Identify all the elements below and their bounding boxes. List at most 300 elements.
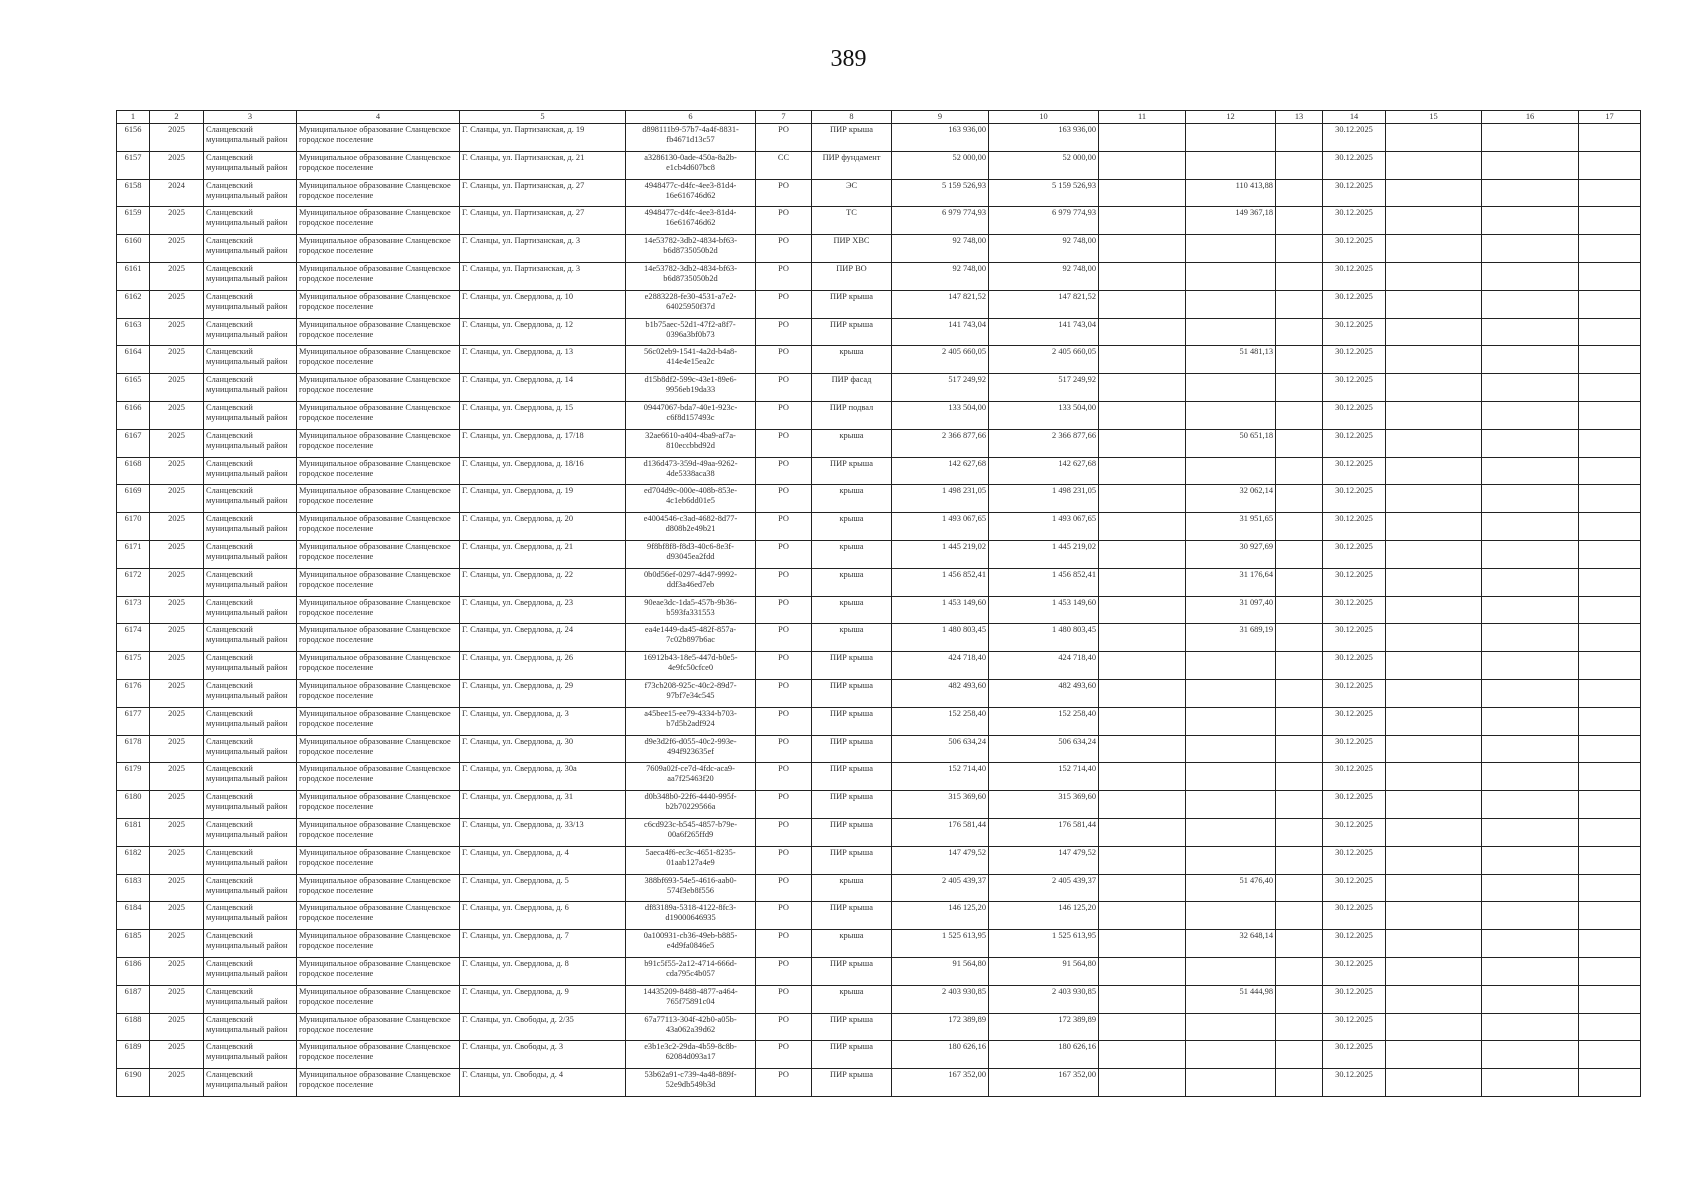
table-cell-col-3: Сланцевский муниципальный район xyxy=(204,346,297,374)
column-number-13: 13 xyxy=(1276,111,1323,124)
table-row xyxy=(117,1041,1641,1069)
table-cell-col-12 xyxy=(1186,679,1276,707)
table-cell-col-6: e2883228-fe30-4531-a7e2-64025950f37d xyxy=(626,290,756,318)
column-number-2: 2 xyxy=(150,111,204,124)
table-cell-col-2: 2025 xyxy=(150,485,204,513)
table-cell-col-6: ea4e1449-da45-482f-857a-7c02b897b6ac xyxy=(626,624,756,652)
table-cell-col-8: ПИР крыша xyxy=(812,763,892,791)
table-cell-col-17 xyxy=(1579,235,1641,263)
table-row xyxy=(117,985,1641,1013)
table-cell-col-8: крыша xyxy=(812,624,892,652)
table-cell-col-6: d0b348b0-22f6-4440-995f-b2b70229566a xyxy=(626,791,756,819)
table-cell-col-10: 147 821,52 xyxy=(989,290,1099,318)
table-cell-col-11 xyxy=(1099,818,1186,846)
table-row xyxy=(117,235,1641,263)
table-cell-col-1: 6176 xyxy=(117,679,150,707)
table-cell-col-4: Муниципальное образование Сланцевское городское поселение xyxy=(297,735,460,763)
table-cell-col-15 xyxy=(1386,1069,1482,1097)
table-cell-col-7: РО xyxy=(756,1013,812,1041)
table-cell-col-15 xyxy=(1386,791,1482,819)
table-cell-col-16 xyxy=(1482,846,1579,874)
table-cell-col-5: Г. Сланцы, ул. Свердлова, д. 24 xyxy=(460,624,626,652)
table-cell-col-6: d136d473-359d-49aa-9262-4de5338aca38 xyxy=(626,457,756,485)
table-cell-col-2: 2025 xyxy=(150,1013,204,1041)
table-cell-col-11 xyxy=(1099,235,1186,263)
table-cell-col-3: Сланцевский муниципальный район xyxy=(204,151,297,179)
table-cell-col-9: 142 627,68 xyxy=(892,457,989,485)
table-cell-col-13 xyxy=(1276,318,1323,346)
table-cell-col-3: Сланцевский муниципальный район xyxy=(204,290,297,318)
table-cell-col-12: 50 651,18 xyxy=(1186,429,1276,457)
table-row xyxy=(117,818,1641,846)
table-cell-col-6: 32ae6610-a404-4ba9-af7a-810eccbbd92d xyxy=(626,429,756,457)
table-cell-col-16 xyxy=(1482,791,1579,819)
table-cell-col-2: 2025 xyxy=(150,1069,204,1097)
table-cell-col-14: 30.12.2025 xyxy=(1323,985,1386,1013)
table-cell-col-17 xyxy=(1579,429,1641,457)
table-cell-col-12 xyxy=(1186,318,1276,346)
table-cell-col-17 xyxy=(1579,930,1641,958)
table-cell-col-12 xyxy=(1186,763,1276,791)
table-cell-col-7: РО xyxy=(756,540,812,568)
table-cell-col-17 xyxy=(1579,401,1641,429)
table-cell-col-11 xyxy=(1099,957,1186,985)
table-cell-col-11 xyxy=(1099,1013,1186,1041)
table-cell-col-12 xyxy=(1186,235,1276,263)
table-cell-col-12 xyxy=(1186,457,1276,485)
table-cell-col-12 xyxy=(1186,374,1276,402)
table-cell-col-17 xyxy=(1579,1013,1641,1041)
table-cell-col-4: Муниципальное образование Сланцевское городское поселение xyxy=(297,902,460,930)
column-number-14: 14 xyxy=(1323,111,1386,124)
table-cell-col-3: Сланцевский муниципальный район xyxy=(204,262,297,290)
table-cell-col-4: Муниципальное образование Сланцевское городское поселение xyxy=(297,374,460,402)
table-cell-col-11 xyxy=(1099,124,1186,152)
table-cell-col-9: 1 453 149,60 xyxy=(892,596,989,624)
table-cell-col-3: Сланцевский муниципальный район xyxy=(204,513,297,541)
table-cell-col-7: РО xyxy=(756,679,812,707)
table-cell-col-2: 2025 xyxy=(150,902,204,930)
table-cell-col-4: Муниципальное образование Сланцевское городское поселение xyxy=(297,290,460,318)
table-cell-col-8: ПИР крыша xyxy=(812,1013,892,1041)
table-cell-col-16 xyxy=(1482,874,1579,902)
table-cell-col-14: 30.12.2025 xyxy=(1323,791,1386,819)
table-cell-col-10: 152 258,40 xyxy=(989,707,1099,735)
table-cell-col-9: 163 936,00 xyxy=(892,124,989,152)
table-cell-col-4: Муниципальное образование Сланцевское городское поселение xyxy=(297,457,460,485)
table-cell-col-8: ПИР крыша xyxy=(812,318,892,346)
table-cell-col-1: 6170 xyxy=(117,513,150,541)
table-cell-col-15 xyxy=(1386,679,1482,707)
table-cell-col-14: 30.12.2025 xyxy=(1323,262,1386,290)
table-cell-col-12: 31 689,19 xyxy=(1186,624,1276,652)
table-cell-col-2: 2025 xyxy=(150,429,204,457)
table-cell-col-8: ПИР крыша xyxy=(812,290,892,318)
table-cell-col-15 xyxy=(1386,401,1482,429)
table-cell-col-6: d898111b9-57b7-4a4f-8831-fb4671d13c57 xyxy=(626,124,756,152)
table-cell-col-4: Муниципальное образование Сланцевское городское поселение xyxy=(297,930,460,958)
table-cell-col-12: 32 648,14 xyxy=(1186,930,1276,958)
table-cell-col-10: 424 718,40 xyxy=(989,652,1099,680)
table-row xyxy=(117,179,1641,207)
table-cell-col-14: 30.12.2025 xyxy=(1323,707,1386,735)
table-cell-col-10: 142 627,68 xyxy=(989,457,1099,485)
table-cell-col-15 xyxy=(1386,151,1482,179)
table-cell-col-13 xyxy=(1276,846,1323,874)
table-cell-col-17 xyxy=(1579,902,1641,930)
table-cell-col-11 xyxy=(1099,513,1186,541)
table-cell-col-7: РО xyxy=(756,262,812,290)
table-cell-col-14: 30.12.2025 xyxy=(1323,457,1386,485)
table-cell-col-16 xyxy=(1482,652,1579,680)
table-cell-col-2: 2025 xyxy=(150,457,204,485)
table-cell-col-13 xyxy=(1276,930,1323,958)
table-cell-col-5: Г. Сланцы, ул. Свердлова, д. 23 xyxy=(460,596,626,624)
table-cell-col-13 xyxy=(1276,707,1323,735)
table-cell-col-5: Г. Сланцы, ул. Партизанская, д. 3 xyxy=(460,235,626,263)
table-cell-col-6: 388bf693-54e5-4616-aab0-574f3eb8f556 xyxy=(626,874,756,902)
table-cell-col-17 xyxy=(1579,262,1641,290)
column-number-15: 15 xyxy=(1386,111,1482,124)
table-cell-col-16 xyxy=(1482,679,1579,707)
table-cell-col-15 xyxy=(1386,735,1482,763)
table-cell-col-12 xyxy=(1186,151,1276,179)
table-cell-col-15 xyxy=(1386,652,1482,680)
table-cell-col-12 xyxy=(1186,1013,1276,1041)
table-cell-col-11 xyxy=(1099,1069,1186,1097)
table-cell-col-17 xyxy=(1579,374,1641,402)
table-cell-col-13 xyxy=(1276,401,1323,429)
table-cell-col-12: 149 367,18 xyxy=(1186,207,1276,235)
table-cell-col-9: 92 748,00 xyxy=(892,262,989,290)
table-cell-col-2: 2025 xyxy=(150,262,204,290)
table-cell-col-6: 53b62a91-c739-4a48-889f-52e9db549b3d xyxy=(626,1069,756,1097)
table-cell-col-14: 30.12.2025 xyxy=(1323,596,1386,624)
table-cell-col-5: Г. Сланцы, ул. Свердлова, д. 4 xyxy=(460,846,626,874)
table-cell-col-13 xyxy=(1276,457,1323,485)
table-cell-col-8: ПИР крыша xyxy=(812,707,892,735)
table-cell-col-6: df83189a-5318-4122-8fc3-d19000646935 xyxy=(626,902,756,930)
table-cell-col-16 xyxy=(1482,763,1579,791)
table-cell-col-16 xyxy=(1482,429,1579,457)
table-cell-col-13 xyxy=(1276,902,1323,930)
table-cell-col-5: Г. Сланцы, ул. Свердлова, д. 12 xyxy=(460,318,626,346)
table-cell-col-7: РО xyxy=(756,846,812,874)
table-cell-col-12: 31 951,65 xyxy=(1186,513,1276,541)
table-cell-col-1: 6167 xyxy=(117,429,150,457)
table-cell-col-1: 6164 xyxy=(117,346,150,374)
table-row xyxy=(117,374,1641,402)
table-cell-col-5: Г. Сланцы, ул. Свердлова, д. 9 xyxy=(460,985,626,1013)
table-cell-col-13 xyxy=(1276,763,1323,791)
table-cell-col-8: крыша xyxy=(812,346,892,374)
table-cell-col-14: 30.12.2025 xyxy=(1323,1013,1386,1041)
table-cell-col-16 xyxy=(1482,735,1579,763)
table-cell-col-4: Муниципальное образование Сланцевское городское поселение xyxy=(297,763,460,791)
table-cell-col-13 xyxy=(1276,1041,1323,1069)
table-cell-col-3: Сланцевский муниципальный район xyxy=(204,235,297,263)
column-number-1: 1 xyxy=(117,111,150,124)
table-cell-col-13 xyxy=(1276,568,1323,596)
table-cell-col-1: 6187 xyxy=(117,985,150,1013)
table-cell-col-13 xyxy=(1276,374,1323,402)
table-cell-col-12 xyxy=(1186,818,1276,846)
column-number-5: 5 xyxy=(460,111,626,124)
table-cell-col-10: 92 748,00 xyxy=(989,235,1099,263)
table-cell-col-4: Муниципальное образование Сланцевское городское поселение xyxy=(297,124,460,152)
table-cell-col-4: Муниципальное образование Сланцевское городское поселение xyxy=(297,318,460,346)
table-cell-col-2: 2025 xyxy=(150,596,204,624)
table-cell-col-9: 517 249,92 xyxy=(892,374,989,402)
table-cell-col-14: 30.12.2025 xyxy=(1323,485,1386,513)
table-cell-col-2: 2025 xyxy=(150,763,204,791)
table-cell-col-9: 180 626,16 xyxy=(892,1041,989,1069)
table-cell-col-1: 6158 xyxy=(117,179,150,207)
table-cell-col-3: Сланцевский муниципальный район xyxy=(204,930,297,958)
table-cell-col-17 xyxy=(1579,652,1641,680)
table-cell-col-11 xyxy=(1099,568,1186,596)
table-cell-col-10: 1 498 231,05 xyxy=(989,485,1099,513)
table-cell-col-10: 506 634,24 xyxy=(989,735,1099,763)
table-cell-col-8: ПИР крыша xyxy=(812,124,892,152)
table-cell-col-16 xyxy=(1482,568,1579,596)
table-cell-col-16 xyxy=(1482,513,1579,541)
table-cell-col-10: 517 249,92 xyxy=(989,374,1099,402)
table-cell-col-1: 6168 xyxy=(117,457,150,485)
table-cell-col-15 xyxy=(1386,624,1482,652)
column-number-3: 3 xyxy=(204,111,297,124)
table-cell-col-9: 506 634,24 xyxy=(892,735,989,763)
table-cell-col-7: СС xyxy=(756,151,812,179)
table-cell-col-14: 30.12.2025 xyxy=(1323,318,1386,346)
table-cell-col-13 xyxy=(1276,818,1323,846)
table-cell-col-16 xyxy=(1482,318,1579,346)
table-cell-col-5: Г. Сланцы, ул. Свердлова, д. 8 xyxy=(460,957,626,985)
table-cell-col-8: ПИР крыша xyxy=(812,457,892,485)
table-cell-col-13 xyxy=(1276,290,1323,318)
table-cell-col-9: 52 000,00 xyxy=(892,151,989,179)
table-cell-col-1: 6178 xyxy=(117,735,150,763)
table-cell-col-1: 6171 xyxy=(117,540,150,568)
table-cell-col-4: Муниципальное образование Сланцевское городское поселение xyxy=(297,846,460,874)
table-cell-col-3: Сланцевский муниципальный район xyxy=(204,207,297,235)
table-cell-col-1: 6163 xyxy=(117,318,150,346)
table-cell-col-6: 16912b43-18e5-447d-b0e5-4e9fc50cfce0 xyxy=(626,652,756,680)
table-cell-col-8: ПИР фасад xyxy=(812,374,892,402)
table-cell-col-11 xyxy=(1099,930,1186,958)
table-cell-col-16 xyxy=(1482,707,1579,735)
table-row xyxy=(117,568,1641,596)
table-row xyxy=(117,930,1641,958)
table-cell-col-17 xyxy=(1579,346,1641,374)
table-cell-col-15 xyxy=(1386,540,1482,568)
table-cell-col-9: 2 405 660,05 xyxy=(892,346,989,374)
table-row xyxy=(117,207,1641,235)
table-cell-col-16 xyxy=(1482,985,1579,1013)
table-cell-col-2: 2025 xyxy=(150,846,204,874)
table-cell-col-17 xyxy=(1579,568,1641,596)
table-cell-col-2: 2025 xyxy=(150,401,204,429)
table-cell-col-16 xyxy=(1482,124,1579,152)
table-cell-col-11 xyxy=(1099,151,1186,179)
table-cell-col-3: Сланцевский муниципальный район xyxy=(204,624,297,652)
table-cell-col-2: 2025 xyxy=(150,318,204,346)
table-cell-col-10: 2 405 439,37 xyxy=(989,874,1099,902)
table-cell-col-6: 5aeca4f6-ec3c-4651-8235-01aab127a4e9 xyxy=(626,846,756,874)
table-cell-col-16 xyxy=(1482,957,1579,985)
table-cell-col-5: Г. Сланцы, ул. Свердлова, д. 13 xyxy=(460,346,626,374)
table-cell-col-15 xyxy=(1386,429,1482,457)
table-cell-col-3: Сланцевский муниципальный район xyxy=(204,985,297,1013)
table-cell-col-12: 51 481,13 xyxy=(1186,346,1276,374)
table-cell-col-15 xyxy=(1386,346,1482,374)
table-cell-col-5: Г. Сланцы, ул. Партизанская, д. 27 xyxy=(460,207,626,235)
table-cell-col-4: Муниципальное образование Сланцевское городское поселение xyxy=(297,1013,460,1041)
table-cell-col-8: крыша xyxy=(812,985,892,1013)
table-row xyxy=(117,957,1641,985)
table-cell-col-13 xyxy=(1276,124,1323,152)
table-row xyxy=(117,1013,1641,1041)
table-cell-col-7: РО xyxy=(756,513,812,541)
table-cell-col-3: Сланцевский муниципальный район xyxy=(204,957,297,985)
table-cell-col-13 xyxy=(1276,485,1323,513)
table-cell-col-11 xyxy=(1099,846,1186,874)
table-cell-col-7: РО xyxy=(756,707,812,735)
table-cell-col-4: Муниципальное образование Сланцевское городское поселение xyxy=(297,985,460,1013)
table-cell-col-7: РО xyxy=(756,874,812,902)
table-row xyxy=(117,846,1641,874)
table-cell-col-6: a45bee15-ee79-4334-b703-b7d5b2adf924 xyxy=(626,707,756,735)
table-cell-col-11 xyxy=(1099,624,1186,652)
table-cell-col-1: 6186 xyxy=(117,957,150,985)
table-row xyxy=(117,262,1641,290)
table-cell-col-4: Муниципальное образование Сланцевское городское поселение xyxy=(297,262,460,290)
table-cell-col-10: 1 453 149,60 xyxy=(989,596,1099,624)
table-cell-col-7: РО xyxy=(756,624,812,652)
table-cell-col-7: РО xyxy=(756,485,812,513)
table-cell-col-15 xyxy=(1386,707,1482,735)
table-cell-col-9: 147 821,52 xyxy=(892,290,989,318)
table-cell-col-2: 2025 xyxy=(150,874,204,902)
table-body xyxy=(117,124,1641,1097)
table-cell-col-13 xyxy=(1276,957,1323,985)
table-cell-col-17 xyxy=(1579,457,1641,485)
table-cell-col-10: 2 366 877,66 xyxy=(989,429,1099,457)
table-cell-col-8: ПИР ВО xyxy=(812,262,892,290)
table-cell-col-11 xyxy=(1099,429,1186,457)
table-cell-col-3: Сланцевский муниципальный район xyxy=(204,540,297,568)
table-cell-col-7: РО xyxy=(756,957,812,985)
table-cell-col-2: 2025 xyxy=(150,818,204,846)
table-row xyxy=(117,513,1641,541)
table-row xyxy=(117,596,1641,624)
table-cell-col-8: ПИР крыша xyxy=(812,902,892,930)
table-cell-col-17 xyxy=(1579,179,1641,207)
table-cell-col-2: 2025 xyxy=(150,235,204,263)
table-cell-col-17 xyxy=(1579,985,1641,1013)
table-cell-col-6: b91c5f55-2a12-4714-666d-cda795c4b057 xyxy=(626,957,756,985)
table-cell-col-16 xyxy=(1482,624,1579,652)
table-cell-col-14: 30.12.2025 xyxy=(1323,151,1386,179)
table-cell-col-15 xyxy=(1386,485,1482,513)
table-cell-col-11 xyxy=(1099,318,1186,346)
table-cell-col-14: 30.12.2025 xyxy=(1323,930,1386,958)
table-row xyxy=(117,902,1641,930)
table-cell-col-7: РО xyxy=(756,290,812,318)
table-cell-col-9: 424 718,40 xyxy=(892,652,989,680)
table-cell-col-17 xyxy=(1579,290,1641,318)
table-cell-col-16 xyxy=(1482,179,1579,207)
table-cell-col-9: 315 369,60 xyxy=(892,791,989,819)
column-number-17: 17 xyxy=(1579,111,1641,124)
table-cell-col-9: 1 445 219,02 xyxy=(892,540,989,568)
table-cell-col-10: 1 480 803,45 xyxy=(989,624,1099,652)
table-cell-col-3: Сланцевский муниципальный район xyxy=(204,179,297,207)
table-cell-col-14: 30.12.2025 xyxy=(1323,124,1386,152)
table-cell-col-10: 315 369,60 xyxy=(989,791,1099,819)
column-number-9: 9 xyxy=(892,111,989,124)
table-cell-col-5: Г. Сланцы, ул. Свердлова, д. 22 xyxy=(460,568,626,596)
table-cell-col-5: Г. Сланцы, ул. Свердлова, д. 30а xyxy=(460,763,626,791)
table-cell-col-12 xyxy=(1186,124,1276,152)
table-cell-col-3: Сланцевский муниципальный район xyxy=(204,707,297,735)
table-row xyxy=(117,540,1641,568)
table-row xyxy=(117,318,1641,346)
column-number-4: 4 xyxy=(297,111,460,124)
table-cell-col-1: 6173 xyxy=(117,596,150,624)
table-cell-col-8: крыша xyxy=(812,540,892,568)
table-cell-col-17 xyxy=(1579,124,1641,152)
table-cell-col-7: РО xyxy=(756,374,812,402)
table-cell-col-14: 30.12.2025 xyxy=(1323,179,1386,207)
table-cell-col-10: 146 125,20 xyxy=(989,902,1099,930)
table-cell-col-14: 30.12.2025 xyxy=(1323,679,1386,707)
table-cell-col-7: РО xyxy=(756,985,812,1013)
table-cell-col-7: РО xyxy=(756,735,812,763)
table-cell-col-4: Муниципальное образование Сланцевское городское поселение xyxy=(297,624,460,652)
table-cell-col-2: 2025 xyxy=(150,568,204,596)
table-cell-col-10: 2 405 660,05 xyxy=(989,346,1099,374)
table-cell-col-7: РО xyxy=(756,652,812,680)
table-cell-col-15 xyxy=(1386,846,1482,874)
table-cell-col-12 xyxy=(1186,262,1276,290)
table-cell-col-11 xyxy=(1099,262,1186,290)
table-cell-col-12 xyxy=(1186,707,1276,735)
table-row xyxy=(117,791,1641,819)
table-cell-col-14: 30.12.2025 xyxy=(1323,374,1386,402)
table-cell-col-11 xyxy=(1099,874,1186,902)
table-cell-col-5: Г. Сланцы, ул. Свердлова, д. 3 xyxy=(460,707,626,735)
table-cell-col-16 xyxy=(1482,485,1579,513)
table-cell-col-7: РО xyxy=(756,818,812,846)
table-cell-col-17 xyxy=(1579,151,1641,179)
table-cell-col-8: ПИР подвал xyxy=(812,401,892,429)
table-cell-col-5: Г. Сланцы, ул. Свердлова, д. 10 xyxy=(460,290,626,318)
table-cell-col-15 xyxy=(1386,179,1482,207)
table-cell-col-5: Г. Сланцы, ул. Свердлова, д. 20 xyxy=(460,513,626,541)
table-cell-col-8: ПИР крыша xyxy=(812,791,892,819)
table-cell-col-3: Сланцевский муниципальный район xyxy=(204,846,297,874)
table-cell-col-6: 9f8bf8f8-f8d3-40c6-8e3f-d93045ea2fdd xyxy=(626,540,756,568)
table-cell-col-11 xyxy=(1099,985,1186,1013)
table-row xyxy=(117,401,1641,429)
table-cell-col-17 xyxy=(1579,957,1641,985)
table-cell-col-16 xyxy=(1482,540,1579,568)
table-cell-col-10: 52 000,00 xyxy=(989,151,1099,179)
table-cell-col-14: 30.12.2025 xyxy=(1323,846,1386,874)
table-cell-col-3: Сланцевский муниципальный район xyxy=(204,1013,297,1041)
table-cell-col-9: 6 979 774,93 xyxy=(892,207,989,235)
